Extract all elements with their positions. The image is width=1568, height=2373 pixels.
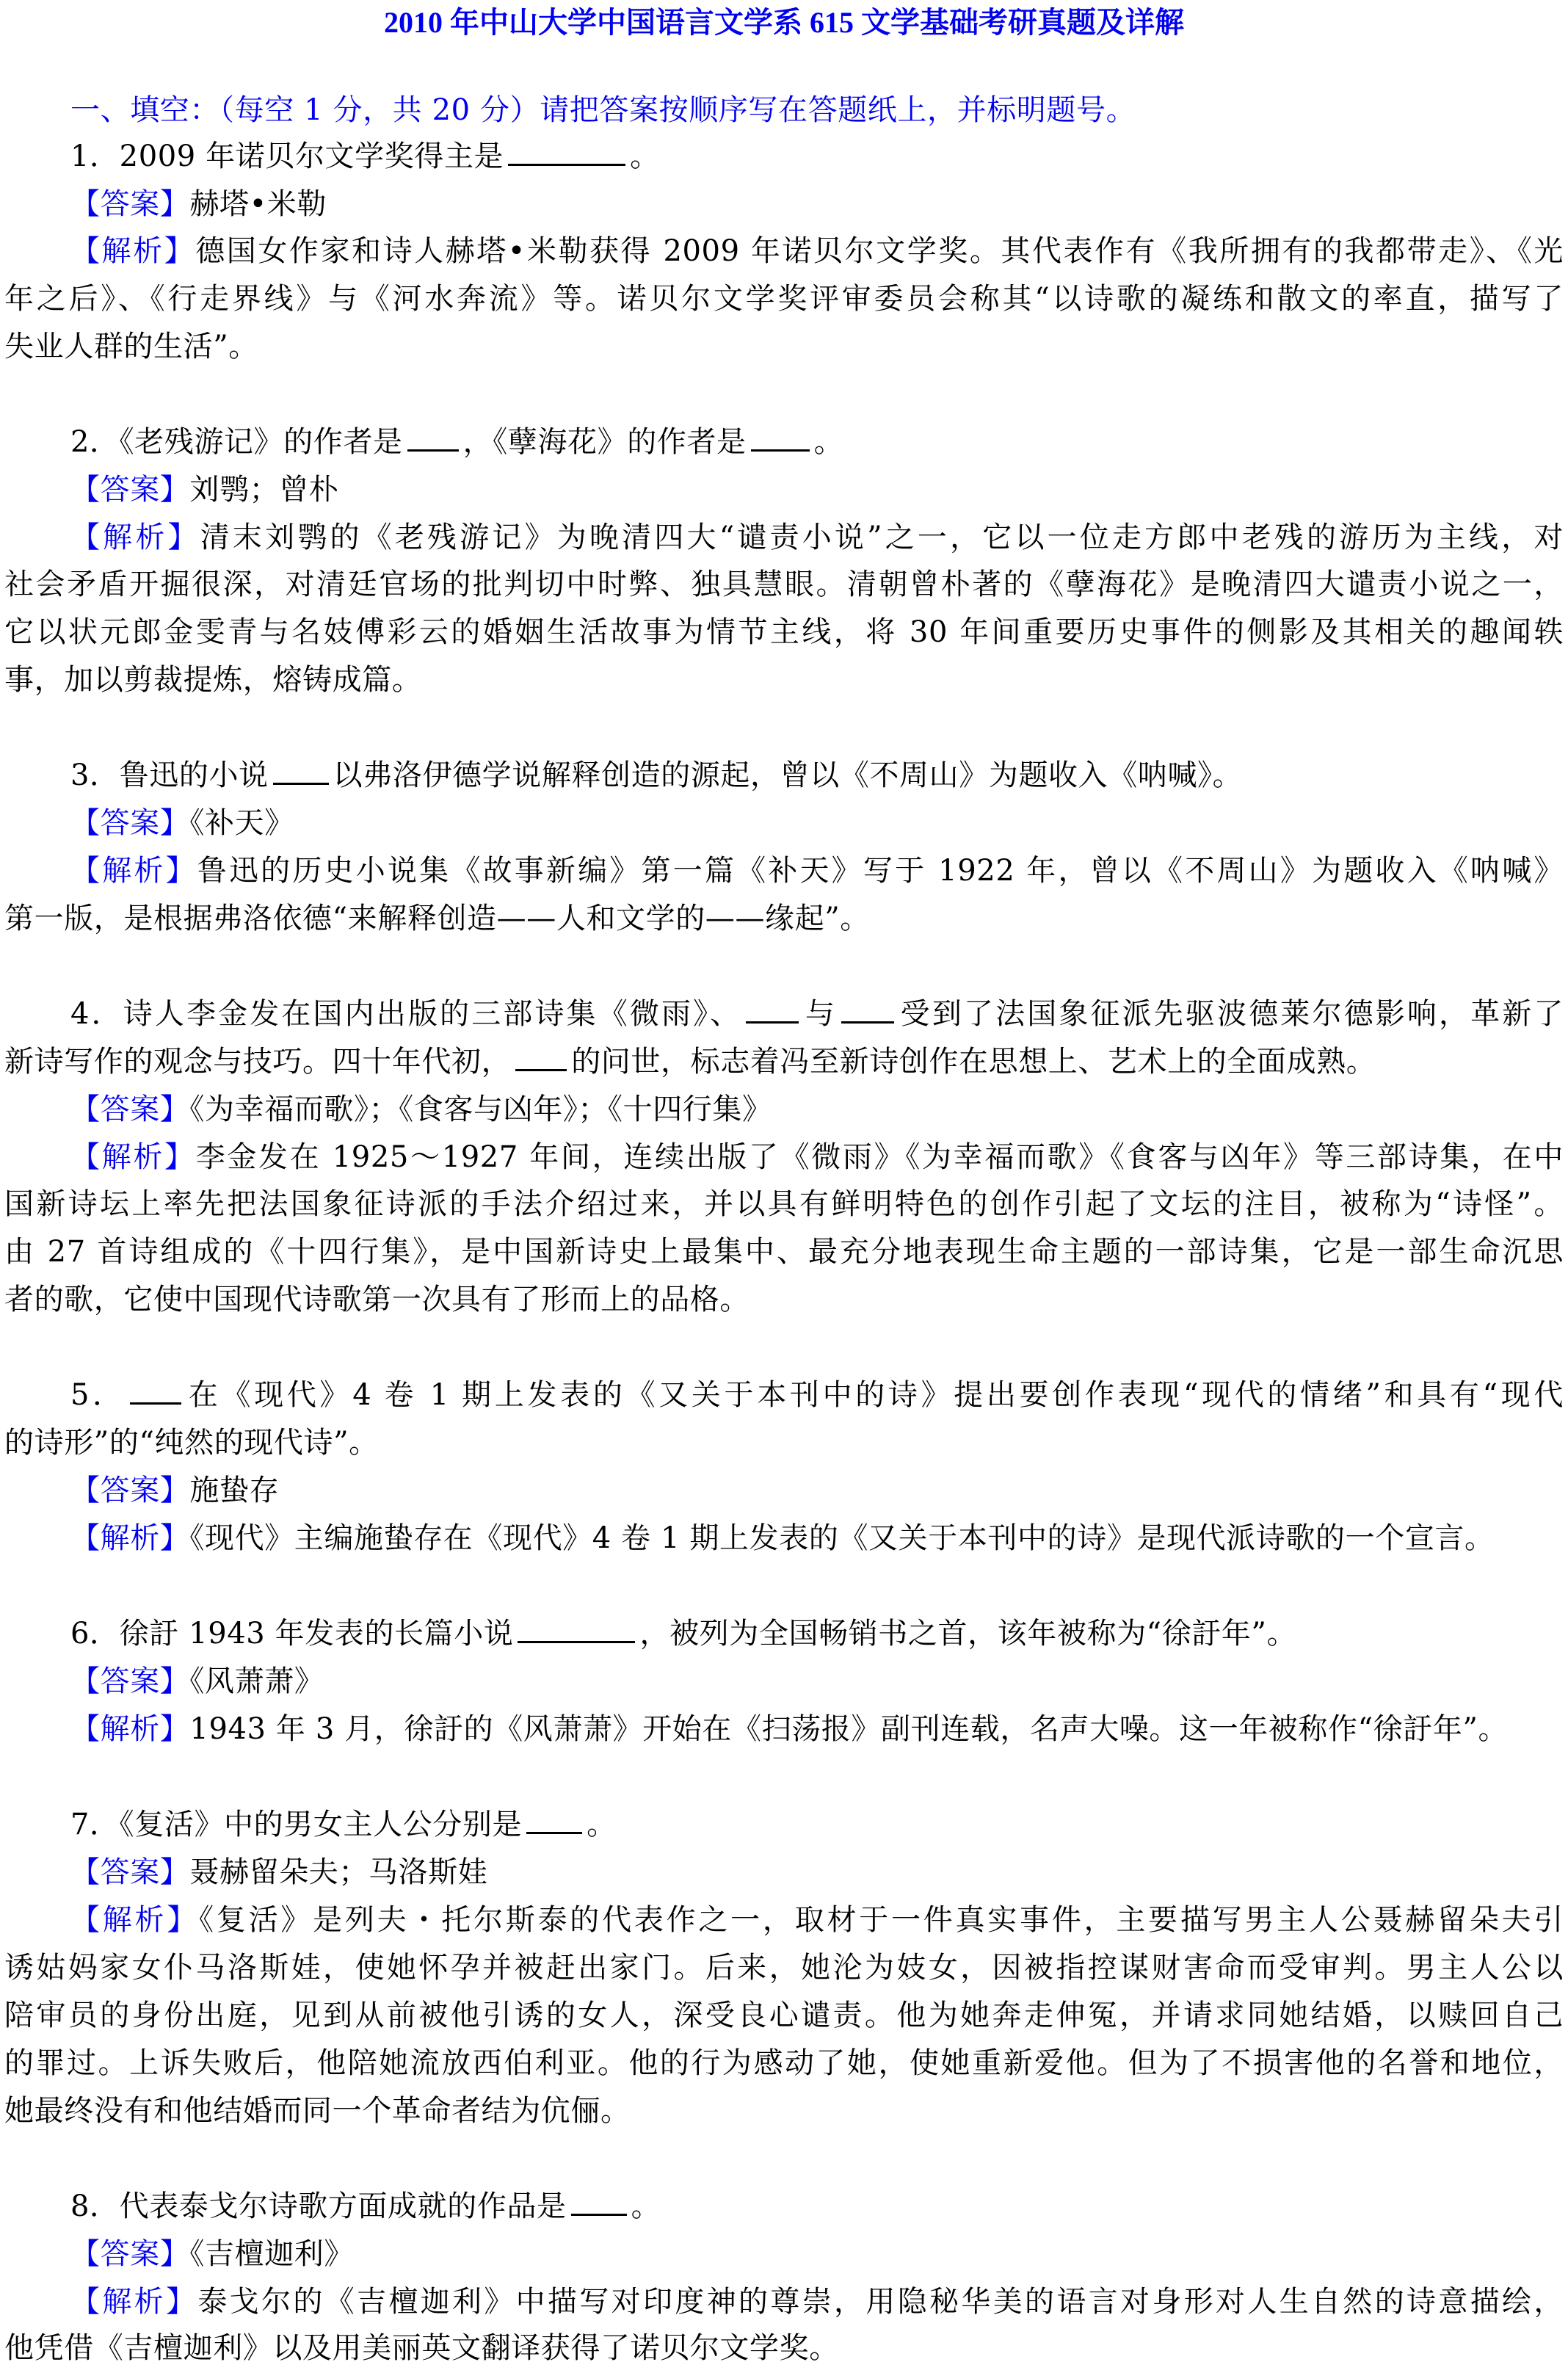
answer-5: 【答案】施蛰存 (70, 1474, 280, 1507)
question-8: 8．代表泰戈尔诗歌方面成就的作品是 。 (70, 2184, 1564, 2228)
analysis-3-line-2: 第一版，是根据弗洛依德“来解释创造——人和文学的——缘起”。 (4, 902, 870, 935)
analysis-4-line-1: 【解析】李金发在 1925～1927 年间，连续出版了《微雨》《为幸福而歌》《食客与凶年》等三部诗集，在中 (70, 1140, 1564, 1174)
question-3: 3．鲁迅的小说 以弗洛伊德学说解释创造的源起，曾以《不周山》为题收入《呐喊》。 (70, 753, 1564, 797)
question-6: 6．徐訏 1943 年发表的长篇小说 ，被列为全国畅销书之首，该年被称为“徐訏年”。 (70, 1612, 1564, 1656)
answer-3: 【答案】《补天》 (70, 806, 294, 840)
analysis-4-line-3: 由 27 首诗组成的《十四行集》，是中国新诗史上最集中、最充分地表现生命主题的一部诗集，它是一部生命沉思 (4, 1235, 1564, 1269)
analysis-2-line-3: 它以状元郎金雯青与名妓傅彩云的婚姻生活故事为情节主线，将 30 年间重要历史事件的侧影及其相关的趣闻轶 (4, 615, 1564, 649)
answer-blank (130, 1373, 181, 1405)
question-1: 1．2009 年诺贝尔文学奖得主是 。 (70, 134, 1564, 178)
answer-4: 【答案】《为幸福而歌》；《食客与凶年》；《十四行集》 (70, 1093, 772, 1126)
answer-blank (273, 753, 329, 785)
analysis-8-line-2: 他凭借《吉檀迦利》以及用美丽英文翻译获得了诺贝尔文学奖。 (4, 2331, 839, 2365)
analysis-3-line-1: 【解析】鲁迅的历史小说集《故事新编》第一篇《补天》写于 1922 年，曾以《不周山》为题收入《呐喊》 (70, 854, 1564, 888)
analysis-8-line-1: 【解析】泰戈尔的《吉檀迦利》中描写对印度神的尊崇，用隐秘华美的语言对身形对人生自然的诗意描绘， (70, 2285, 1564, 2319)
analysis-7-line-2: 诱姑妈家女仆马洛斯娃，使她怀孕并被赶出家门。后来，她沦为妓女，因被指控谋财害命而受审判。男主人公以 (4, 1951, 1564, 1985)
answer-2: 【答案】刘鹗；曾朴 (70, 473, 339, 507)
answer-1: 【答案】赫塔•米勒 (70, 187, 327, 221)
analysis-2-line-4: 事，加以剪裁提炼，熔铸成篇。 (4, 663, 422, 697)
answer-blank (751, 420, 810, 452)
analysis-2-line-2: 社会矛盾开掘很深，对清廷官场的批判切中时弊、独具慧眼。清朝曾朴著的《孽海花》是晚清四大谴责小说之一， (4, 568, 1564, 601)
analysis-4-line-2: 国新诗坛上率先把法国象征诗派的手法介绍过来，并以具有鲜明特色的创作引起了文坛的注目，被称为“诗怪”。 (4, 1187, 1564, 1221)
question-2: 2．《老残游记》的作者是 ，《孽海花》的作者是 。 (70, 420, 1564, 464)
analysis-7-line-4: 的罪过。上诉失败后，他陪她流放西伯利亚。他的行为感动了她，使她重新爱他。但为了不损害他的名誉和地位， (4, 2046, 1564, 2080)
analysis-1-line-3: 失业人群的生活”。 (4, 330, 258, 363)
analysis-2-line-1: 【解析】清末刘鹗的《老残游记》为晚清四大“谴责小说”之一，它以一位走方郎中老残的游历为主线，对 (70, 521, 1564, 554)
answer-blank (515, 1040, 567, 1071)
answer-blank (518, 1612, 635, 1643)
analysis-7-line-1: 【解析】《复活》是列夫・托尔斯泰的代表作之一，取材于一件真实事件，主要描写男主人公聂赫留朵夫引 (70, 1903, 1564, 1937)
question-5-line-1: 5． 在《现代》4 卷 1 期上发表的《又关于本刊中的诗》提出要创作表现“现代的情绪”和具有“现代 (70, 1373, 1564, 1417)
analysis-1-line-2: 年之后》、《行走界线》与《河水奔流》等。诺贝尔文学奖评审委员会称其“以诗歌的凝练和散文的率直，描写了 (4, 282, 1564, 316)
answer-blank (407, 420, 459, 452)
analysis-7-line-5: 她最终没有和他结婚而同一个革命者结为伉俪。 (4, 2094, 631, 2128)
answer-6: 【答案】《风萧萧》 (70, 1664, 324, 1698)
analysis-4-line-4: 者的歌，它使中国现代诗歌第一次具有了形而上的品格。 (4, 1283, 749, 1316)
question-7: 7．《复活》中的男女主人公分别是 。 (70, 1803, 1564, 1847)
analysis-6-line-1: 【解析】1943 年 3 月，徐訏的《风萧萧》开始在《扫荡报》副刊连载，名声大噪。这一年被称作“徐訏年”。 (70, 1712, 1509, 1746)
analysis-5-line-1: 【解析】《现代》主编施蛰存在《现代》4 卷 1 期上发表的《又关于本刊中的诗》是现代派诗歌的一个宣言。 (70, 1521, 1495, 1555)
answer-blank (841, 992, 894, 1024)
analysis-1-line-1: 【解析】德国女作家和诗人赫塔•米勒获得 2009 年诺贝尔文学奖。其代表作有《我所拥有的我都带走》、《光 (70, 234, 1564, 268)
question-4-line-1: 4．诗人李金发在国内出版的三部诗集《微雨》、 与 受到了法国象征派先驱波德莱尔德影响，革新了 (70, 992, 1564, 1036)
answer-blank (571, 2184, 627, 2216)
analysis-7-line-3: 陪审员的身份出庭，见到从前被他引诱的女人，深受良心谴责。他为她奔走伸冤，并请求同她结婚，以赎回自己 (4, 1999, 1564, 2032)
section-heading: 一、填空：（每空 1 分，共 20 分）请把答案按顺序写在答题纸上，并标明题号。 (70, 93, 1136, 127)
question-5-line-2: 的诗形”的“纯然的现代诗”。 (4, 1426, 379, 1460)
document-title: 2010 年中山大学中国语言文学系 615 文学基础考研真题及详解 (384, 6, 1184, 39)
answer-7: 【答案】聂赫留朵夫；马洛斯娃 (70, 1855, 488, 1889)
answer-blank (508, 134, 625, 166)
question-4-line-2: 新诗写作的观念与技巧。四十年代初， 的问世，标志着冯至新诗创作在思想上、艺术上的全面成熟。 (4, 1040, 1564, 1084)
answer-blank (526, 1803, 582, 1834)
answer-blank (746, 992, 799, 1024)
answer-8: 【答案】《吉檀迦利》 (70, 2237, 355, 2271)
